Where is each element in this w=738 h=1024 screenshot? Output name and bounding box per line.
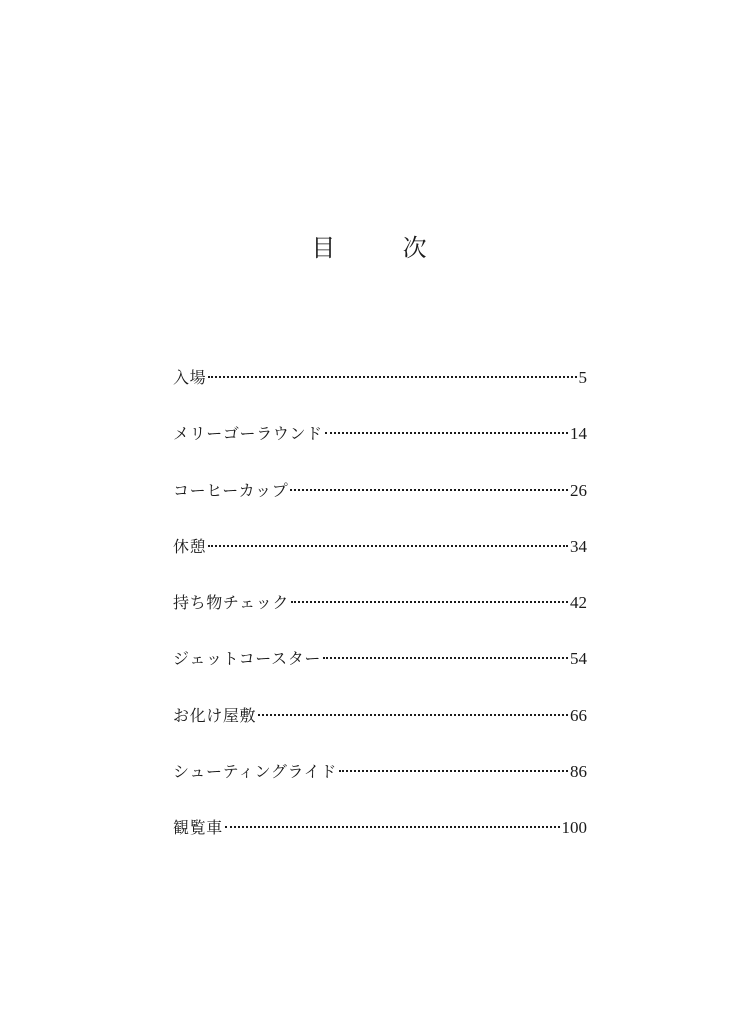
dot-leader bbox=[339, 770, 568, 772]
toc-page-number: 54 bbox=[570, 649, 587, 669]
dot-leader bbox=[225, 826, 560, 828]
toc-label: ジェットコースター bbox=[173, 649, 322, 669]
table-of-contents bbox=[173, 364, 587, 871]
dot-leader bbox=[291, 601, 568, 603]
toc-label: 持ち物チェック bbox=[173, 593, 290, 613]
toc-item-6 bbox=[173, 702, 587, 758]
toc-page-number: 86 bbox=[570, 762, 587, 782]
toc-label: 観覧車 bbox=[173, 818, 223, 838]
dot-leader bbox=[208, 545, 568, 547]
toc-item-2 bbox=[173, 477, 587, 533]
toc-page-number: 34 bbox=[570, 536, 587, 556]
toc-page-number: 5 bbox=[578, 368, 587, 387]
toc-label: 休憩 bbox=[173, 536, 207, 556]
toc-item-7 bbox=[173, 758, 587, 814]
toc-label: コーヒーカップ bbox=[173, 480, 289, 500]
dot-leader bbox=[325, 432, 568, 434]
toc-item-8 bbox=[173, 814, 587, 870]
toc-label: メリーゴーラウンド bbox=[173, 424, 323, 444]
toc-page-number: 100 bbox=[561, 818, 587, 838]
dot-leader bbox=[290, 489, 568, 491]
toc-label: シューティングライド bbox=[173, 762, 338, 782]
dot-leader bbox=[258, 714, 568, 716]
toc-page-number: 14 bbox=[570, 424, 587, 444]
toc-label: お化け屋敷 bbox=[173, 705, 257, 725]
toc-item-4 bbox=[173, 589, 587, 645]
page-title: 目 次 bbox=[311, 234, 449, 262]
dot-leader bbox=[323, 657, 568, 659]
toc-page-number: 26 bbox=[570, 480, 587, 500]
toc-page-number: 42 bbox=[570, 593, 587, 613]
toc-page-number: 66 bbox=[570, 705, 587, 725]
toc-item-5 bbox=[173, 645, 587, 701]
toc-item-3 bbox=[173, 533, 587, 589]
toc-item-0 bbox=[173, 364, 587, 420]
dot-leader bbox=[208, 376, 576, 378]
toc-label: 入場 bbox=[173, 368, 207, 387]
toc-item-1 bbox=[173, 420, 587, 476]
